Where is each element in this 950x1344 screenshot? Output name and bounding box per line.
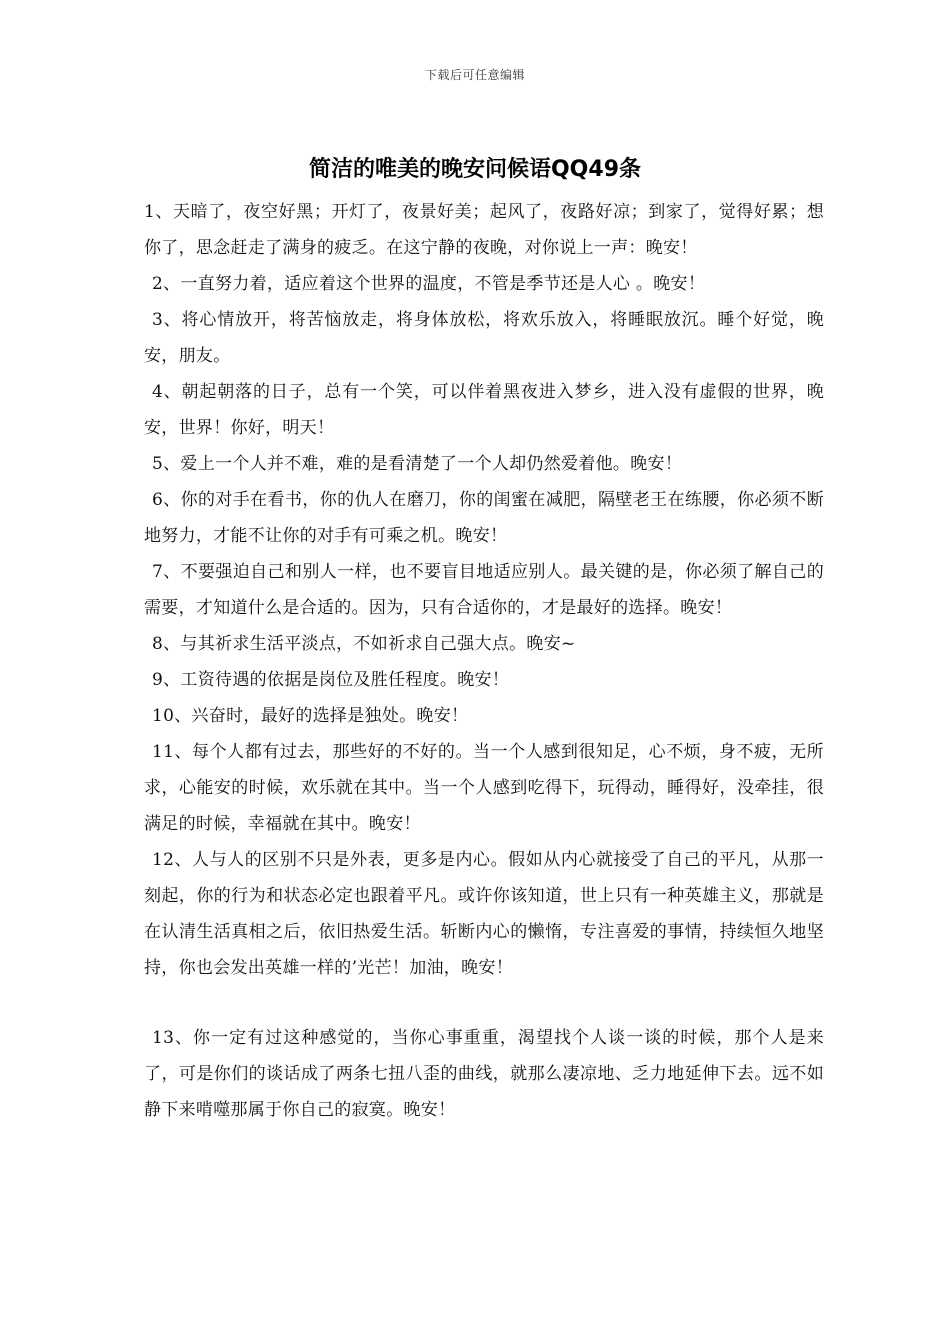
paragraph-5: 5、爱上一个人并不难，难的是看清楚了一个人却仍然爱着他。晚安！ bbox=[152, 454, 683, 474]
paragraph-10: 10、兴奋时，最好的选择是独处。晚安！ bbox=[152, 706, 469, 726]
paragraph-7: 7、不要强迫自己和别人一样，也不要盲目地适应别人。最关键的是，你必须了解自己的需要，才知道什么是合适的。因为，只有合适你的，才是最好的选择。晚安！ bbox=[144, 562, 824, 618]
page-header-note: 下载后可任意编辑 bbox=[424, 68, 525, 82]
paragraph-2: 2、一直努力着，适应着这个世界的温度，不管是季节还是人心 。晚安！ bbox=[152, 274, 706, 294]
paragraph-4: 4、朝起朝落的日子，总有一个笑，可以伴着黑夜进入梦乡，进入没有虚假的世界，晚安，世界！你好，明天！ bbox=[144, 382, 824, 438]
paragraph-1: 1、天暗了，夜空好黑；开灯了，夜景好美；起风了，夜路好凉；到家了，觉得好累；想你了，思念赶走了满身的疲乏。在这宁静的夜晚，对你说上一声：晚安！ bbox=[144, 202, 824, 258]
paragraph-6: 6、你的对手在看书，你的仇人在磨刀，你的闺蜜在减肥，隔壁老王在练腰，你必须不断地努力，才能不让你的对手有可乘之机。晚安！ bbox=[144, 490, 824, 546]
document-body bbox=[144, 194, 824, 1128]
paragraph-spacer bbox=[144, 986, 824, 1020]
paragraph-12: 12、人与人的区别不只是外表，更多是内心。假如从内心就接受了自己的平凡，从那一刻起，你的行为和状态必定也跟着平凡。或许你该知道，世上只有一种英雄主义，那就是在认清生活真相之后，依旧热爱生活。斩断内心的懒惰，专注喜爱的事情，持续恒久地坚持，你也会发出英雄一样的’光芒！加油，晚安！ bbox=[144, 850, 824, 978]
paragraph-11: 11、每个人都有过去，那些好的不好的。当一个人感到很知足，心不烦，身不疲，无所求，心能安的时候，欢乐就在其中。当一个人感到吃得下，玩得动，睡得好，没牵挂，很满足的时候，幸福就在其中。晚安！ bbox=[144, 742, 824, 834]
document-title: 简洁的唯美的晚安问候语QQ49条 bbox=[308, 157, 642, 182]
paragraph-3: 3、将心情放开，将苦恼放走，将身体放松，将欢乐放入，将睡眠放沉。睡个好觉，晚安，朋友。 bbox=[144, 310, 824, 366]
paragraph-13: 13、你一定有过这种感觉的，当你心事重重，渴望找个人谈一谈的时候，那个人是来了，可是你们的谈话成了两条七扭八歪的曲线，就那么凄凉地、乏力地延伸下去。远不如静下来啃噬那属于你自己的寂寞。晚安！ bbox=[144, 1028, 824, 1120]
paragraph-8: 8、与其祈求生活平淡点，不如祈求自己强大点。晚安~ bbox=[152, 634, 576, 654]
paragraph-9: 9、工资待遇的依据是岗位及胜任程度。晚安！ bbox=[152, 670, 510, 690]
